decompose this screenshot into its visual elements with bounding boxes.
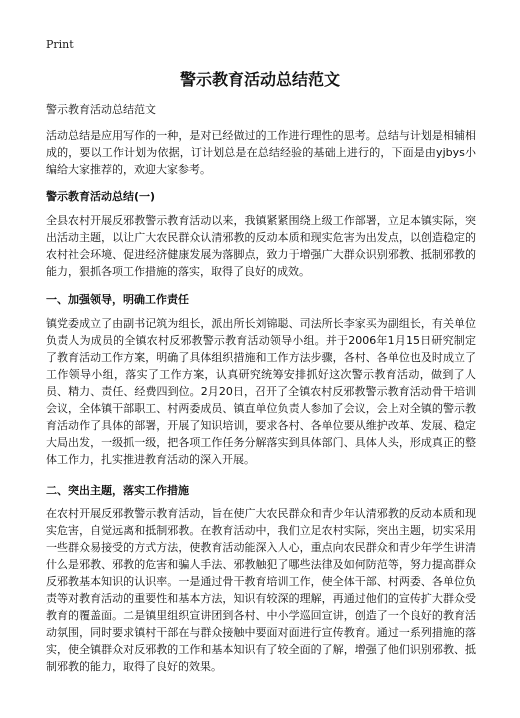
intro-paragraph: 活动总结是应用写作的一种，是对已经做过的工作进行理性的思考。总结与计划是相辅相成的，要以工作计划为依据，订计划总是在总结经验的基础上进行的，下面是由yjbys小编给大家推荐的，欢迎大家参考。 xyxy=(46,129,476,176)
section-paragraph-measures: 在农村开展反邪教警示教育活动，旨在使广大农民群众和青少年认清邪教的反动本质和现实危害，自觉远离和抵制邪教。在教育活动中，我们立足农村实际，突出主题，切实采用一些群众易接受的方式方法，使教育活动能深入人心，重点向农民群众和青少年学生讲清什么是邪教、邪教的危害和骗人手法、邪教触犯了哪些法律及如何防范等，努力提高群众反邪教基本知识的认识率。一是通过骨干教育培训工作，使全体干部、村两委、各单位负责等对教育活动的重要性和基本方法，知识有较深的理解，再通过他们的宣传扩大群众受教育的覆盖面。二是镇里组织宣讲团到各村、中小学巡回宣讲，创造了一个良好的教育活动氛围，同时要求镇村干部在与群众接触中要面对面进行宣传教育。通过一系列措施的落实，使全镇群众对反邪教的工作和基本知识有了较全面的了解，增强了他们识别邪教、抵制邪教的能力，取得了良好的效果。 xyxy=(46,507,476,673)
section-heading-measures: 二、突出主题，落实工作措施 xyxy=(46,484,189,497)
section-heading-leadership: 一、加强领导，明确工作责任 xyxy=(46,293,189,306)
section-heading-summary-one: 警示教育活动总结(一) xyxy=(46,190,156,203)
page-subtitle: 警示教育活动总结范文 xyxy=(46,103,156,116)
page-title: 警示教育活动总结范文 xyxy=(179,70,340,89)
section-paragraph-summary-one: 全县农村开展反邪教警示教育活动以来，我镇紧紧围绕上级工作部署，立足本镇实际，突出活动主题，以让广大农民群众认清邪教的反动本质和现实危害为出发点，以创造稳定的农村社会环境、促进经济健康发展为落脚点，致力于增强广大群众识别邪教、抵制邪教的能力，狠抓各项工作措施的落实，取得了良好的成效。 xyxy=(46,214,476,278)
print-label[interactable]: Print xyxy=(46,38,74,51)
section-paragraph-leadership: 镇党委成立了由副书记筑为组长，派出所长刘锦聪、司法所长李家买为副组长，有关单位负责人为成员的全镇农村反邪教警示教育活动领导小组。并于2006年1月15日研究制定了教育活动工作方案，明确了具体组织措施和工作方法步骤，各村、各单位也及时成立了工作领导小组，落实了工作方案，认真研究统筹安排抓好这次警示教育活动，做到了人员、精力、责任、经费四到位。2月20日，召开了全镇农村反邪教警示教育活动骨干培训会议，全体镇干部职工、村两委成员、镇直单位负责人参加了会议，会上对全镇的警示教育活动作了具体的部署，开展了知识培训，要求各村、各单位要从维护改革、发展、稳定大局出发，一级抓一级，把各项工作任务分解落实到具体部门、具体人头，形成真正的整体工作力，扎实推进教育活动的深入开展。 xyxy=(46,317,476,466)
